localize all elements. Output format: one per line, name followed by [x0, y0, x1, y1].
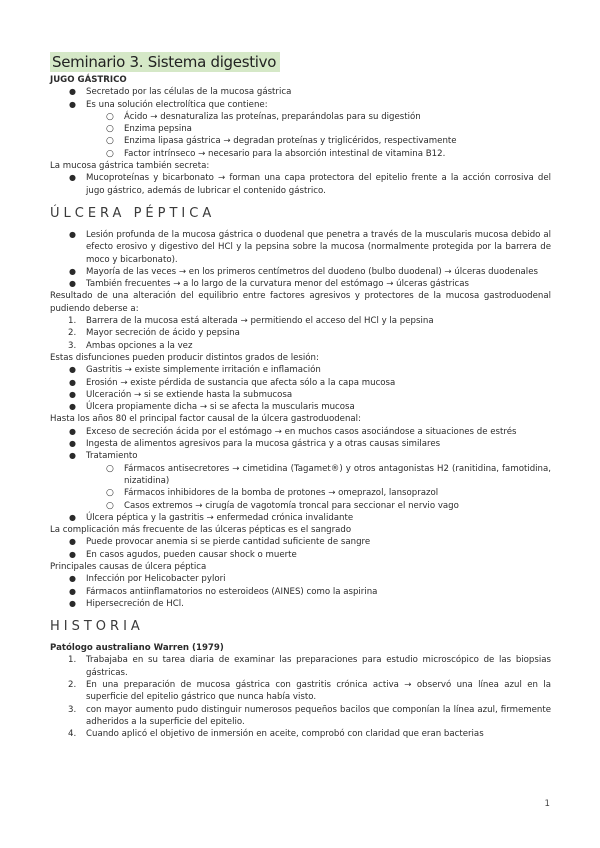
section-heading-historia: HISTORIA	[50, 619, 144, 635]
sub-list-item: ○ Factor intrínseco → necesario para la absorción intestinal de vitamina B12.	[106, 148, 446, 159]
list-item: ● Erosión → existe pérdida de sustancia que afecta sólo a la capa mucosa	[69, 377, 396, 388]
numbered-item: 1. Barrera de la mucosa está alterada → permitiendo el acceso del HCl y la pepsina	[68, 316, 434, 327]
paragraph: Principales causas de úlcera péptica	[50, 561, 207, 572]
sub-list-item: ○ Fármacos inhibidores de la bomba de protones → omeprazol, lansoprazol	[106, 488, 439, 499]
list-item: ● Úlcera propiamente dicha → si se afecta la muscularis mucosa	[69, 402, 355, 413]
list-item: ● Exceso de secreción ácida por el estómago → en muchos casos asociándose a situaciones de estrés	[69, 426, 517, 437]
page-number: 1	[544, 799, 550, 809]
list-item: ● Ingesta de alimentos agresivos para la mucosa gástrica y a otras causas similares	[69, 439, 441, 450]
list-item: ● Úlcera péptica y la gastritis → enfermedad crónica invalidante	[69, 512, 354, 523]
paragraph: Resultado de una alteración del equilibrio entre factores agresivos y protectores de la mucosa gastroduodenal pudiendo deberse a:	[50, 291, 551, 314]
list-item: ● Hipersecreción de HCl.	[69, 598, 184, 609]
page-title: Seminario 3. Sistema digestivo	[50, 52, 280, 72]
sub-list-item: ○ Fármacos antisecretores → cimetidina (Tagamet®) y otros antagonistas H2 (ranitidina, famotidina, nizatidina)	[106, 463, 551, 486]
sub-list-item: ○ Ácido → desnaturaliza las proteínas, preparándolas para su digestión	[106, 111, 421, 122]
numbered-item: 3. con mayor aumento pudo distinguir numerosos pequeños bacilos que componían la línea azul, firmemente adheridos a la superficie del epitelio.	[68, 704, 551, 727]
jugo-heading: JUGO GÁSTRICO	[50, 75, 127, 85]
sub-list-item: ○ Enzima lipasa gástrica → degradan proteínas y triglicéridos, respectivamente	[106, 136, 457, 147]
list-item: ● Secretado por las células de la mucosa gástrica	[69, 87, 292, 98]
list-item: ● Mucoproteínas y bicarbonato → forman una capa protectora del epitelio frente a la acción corrosiva del jugo gástrico, además de lubricar el contenido gástrico.	[69, 173, 551, 196]
subheading: Patólogo australiano Warren (1979)	[50, 643, 224, 654]
paragraph: Hasta los años 80 el principal factor causal de la úlcera gastroduodenal:	[50, 414, 361, 425]
numbered-item: 2. En una preparación de mucosa gástrica con gastritis crónica activa → observó una línea azul en la superficie del epitelio gástrico que nunca había visto.	[68, 680, 551, 703]
list-item: ● En casos agudos, pueden causar shock o muerte	[69, 549, 297, 560]
sub-list-item: ○ Enzima pepsina	[106, 124, 192, 135]
list-item: ● Fármacos antiinflamatorios no esteroideos (AINES) como la aspirina	[69, 586, 378, 597]
numbered-item: 2. Mayor secreción de ácido y pepsina	[68, 328, 240, 339]
numbered-item: 1. Trabajaba en su tarea diaria de examinar las preparaciones para estudio microscópico de las biopsias gástricas.	[68, 655, 551, 678]
list-item: ● Lesión profunda de la mucosa gástrica o duodenal que penetra a través de la muscularis mucosa debido al efecto erosivo y digestivo del HCl y la pepsina sobre la mucosa (normalmente protegida por la barrera de moco y bicarbonato).	[69, 229, 551, 265]
paragraph: La mucosa gástrica también secreta:	[50, 161, 210, 172]
section-heading-ulcera: ÚLCERA PÉPTICA	[50, 205, 216, 221]
list-item: ● También frecuentes → a lo largo de la curvatura menor del estómago → úlceras gástricas	[69, 279, 469, 290]
list-item: ● Tratamiento	[69, 451, 138, 462]
list-item: ● Infección por Helicobacter pylori	[69, 574, 226, 585]
paragraph: Estas disfunciones pueden producir distintos grados de lesión:	[50, 352, 319, 363]
sub-list-item: ○ Casos extremos → cirugía de vagotomía troncal para seccionar el nervio vago	[106, 500, 459, 511]
list-item: ● Mayoría de las veces → en los primeros centímetros del duodeno (bulbo duodenal) → úlceras duodenales	[69, 266, 538, 277]
numbered-item: 3. Ambas opciones a la vez	[68, 340, 193, 351]
document-page	[50, 52, 551, 741]
list-item: ● Ulceración → si se extiende hasta la submucosa	[69, 389, 293, 400]
list-item: ● Gastritis → existe simplemente irritación e inflamación	[69, 365, 321, 376]
paragraph: La complicación más frecuente de las úlceras pépticas es el sangrado	[50, 525, 352, 536]
list-item: ● Es una solución electrolítica que contiene:	[69, 99, 268, 110]
numbered-item: 4. Cuando aplicó el objetivo de inmersión en aceite, comprobó con claridad que eran bacterias	[68, 729, 484, 740]
list-item: ● Puede provocar anemia si se pierde cantidad suficiente de sangre	[69, 537, 371, 548]
